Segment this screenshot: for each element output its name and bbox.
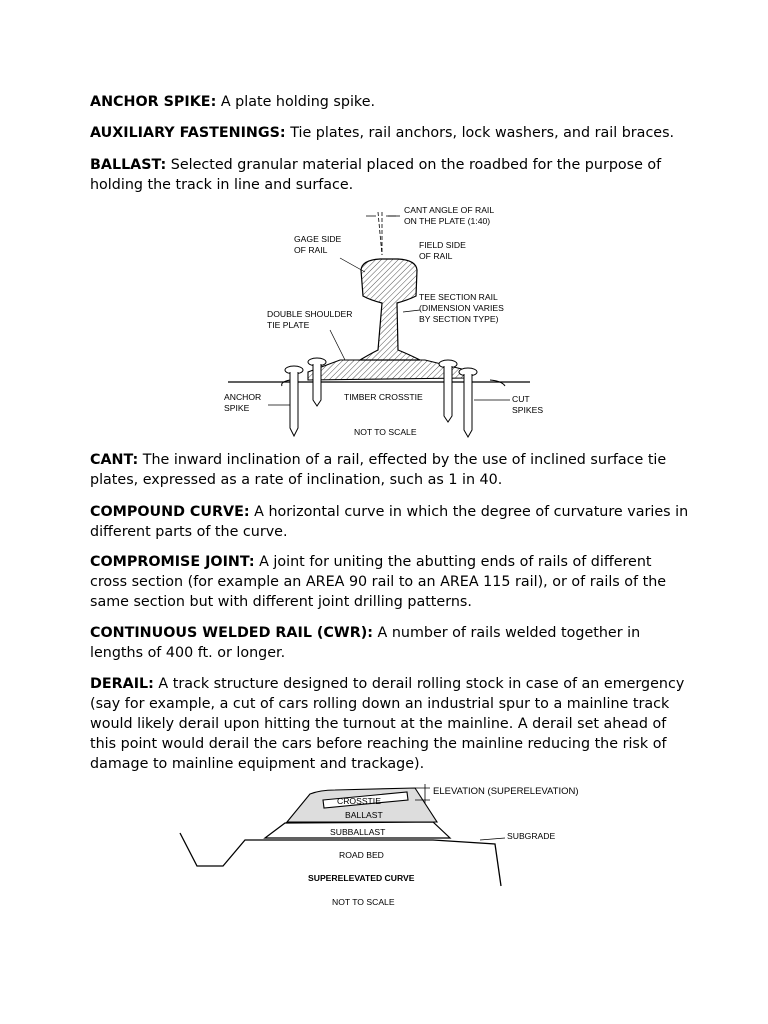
label-subgrade: SUBGRADE (507, 831, 556, 841)
label-tee-section-2: (DIMENSION VARIES (419, 303, 504, 313)
entry-term: COMPOUND CURVE: (90, 504, 250, 520)
label-curve-scale: NOT TO SCALE (332, 897, 395, 907)
rail-shape (360, 259, 420, 360)
entry-term: AUXILIARY FASTENINGS: (90, 125, 286, 141)
label-rail-scale: NOT TO SCALE (354, 427, 417, 437)
label-road-bed: ROAD BED (339, 850, 384, 860)
rail-cross-section-diagram (220, 200, 550, 445)
leader-gage (340, 258, 365, 272)
label-tie-plate-2: TIE PLATE (267, 320, 310, 330)
label-crosstie: TIMBER CROSSTIE (344, 392, 423, 402)
entry-definition: Selected granular material placed on the roadbed for the purpose of holding the track in line and surface. (90, 157, 662, 193)
entry-ballast (90, 155, 690, 195)
label-tee-section-3: BY SECTION TYPE) (419, 314, 499, 324)
cant-centerline (378, 212, 382, 255)
entry-cwr (90, 623, 690, 663)
entry-definition: A horizontal curve in which the degree of curvature varies in different parts of the curve. (90, 504, 689, 540)
label-tee-section-1: TEE SECTION RAIL (419, 292, 498, 302)
anchor-spike-shape (285, 366, 303, 436)
label-field-side-1: FIELD SIDE (419, 240, 466, 250)
leader-tee (403, 310, 420, 312)
label-tie-plate-1: DOUBLE SHOULDER (267, 309, 353, 319)
entry-definition: A track structure designed to derail rolling stock in case of an emergency (say for example, a cut of cars rolling down an industrial spur to a mainline track would likely derail upon hitting the turnout at the mainline. A derail set ahead of this point would derail the cars before reaching the mainline reducing the risk of damage to mainline equipment and trackage). (90, 676, 685, 772)
label-gage-side-2: OF RAIL (294, 245, 328, 255)
label-field-side-2: OF RAIL (419, 251, 453, 261)
label-gage-side-1: GAGE SIDE (294, 234, 342, 244)
entry-term: ANCHOR SPIKE: (90, 94, 217, 110)
label-elevation: ELEVATION (SUPERELEVATION) (433, 786, 579, 797)
label-curve-crosstie: CROSSTIE (337, 796, 381, 806)
entry-compound-curve (90, 502, 690, 542)
label-curve-title: SUPERELEVATED CURVE (308, 873, 415, 883)
entry-term: COMPROMISE JOINT: (90, 554, 255, 570)
label-cut-1: CUT (512, 394, 530, 404)
entry-compromise-joint (90, 552, 690, 612)
entry-definition: A joint for uniting the abutting ends of rails of different cross section (for example an AREA 90 rail to an AREA 115 rail), or of rails of the same section but with different joint drilling patterns. (90, 554, 667, 610)
entry-derail (90, 674, 690, 774)
entry-term: CANT: (90, 452, 139, 468)
leader-tie-plate (330, 330, 345, 360)
entry-definition: Tie plates, rail anchors, lock washers, and rail braces. (290, 125, 675, 141)
label-cut-2: SPIKES (512, 405, 544, 415)
label-cant-angle-2: ON THE PLATE (1:40) (404, 216, 491, 226)
entry-definition: A plate holding spike. (220, 94, 376, 110)
superelevated-curve-diagram (175, 778, 595, 913)
entry-term: CONTINUOUS WELDED RAIL (CWR): (90, 625, 373, 641)
entry-anchor-spike (90, 92, 690, 112)
entry-auxiliary-fastenings (90, 123, 690, 143)
entry-term: DERAIL: (90, 676, 154, 692)
entry-definition: The inward inclination of a rail, effected by the use of inclined surface tie plates, expressed as a rate of inclination, such as 1 in 40. (90, 452, 667, 488)
entry-term: BALLAST: (90, 157, 167, 173)
entry-cant (90, 450, 690, 490)
label-anchor-1: ANCHOR (224, 392, 262, 402)
label-subballast: SUBBALLAST (330, 827, 386, 837)
label-anchor-2: SPIKE (224, 403, 250, 413)
label-cant-angle-1: CANT ANGLE OF RAIL (404, 205, 495, 215)
subgrade-leader (480, 838, 505, 840)
entry-definition: A number of rails welded together in lengths of 400 ft. or longer. (90, 625, 641, 661)
label-ballast: BALLAST (345, 810, 383, 820)
